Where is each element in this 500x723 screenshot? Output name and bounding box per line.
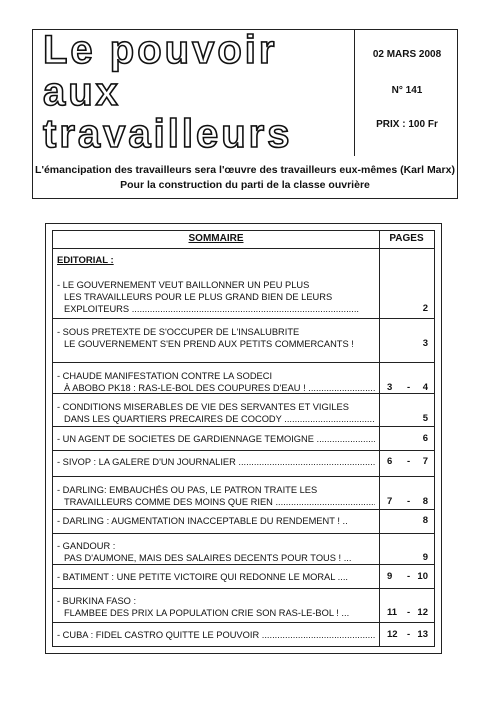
toc-entry-line: - DARLING : AUGMENTATION INACCEPTABLE DU RENDEMENT ! .. (57, 516, 348, 526)
issue-date: 02 MARS 2008 (372, 49, 442, 60)
sommaire-heading: SOMMAIRE (188, 233, 244, 244)
editorial-label: EDITORIAL : (57, 255, 114, 266)
entry-separator (53, 362, 434, 363)
page-start: 9 (387, 571, 393, 582)
toc-entry (57, 571, 375, 583)
page-end: 7 (422, 456, 428, 467)
toc-entry-line: À ABOBO PK18 : RAS-LE-BOL DES COUPURES D'EAU ! ..... (57, 382, 375, 394)
issue-info (355, 30, 459, 156)
page-range-dash: - (407, 629, 411, 640)
entry-separator (53, 426, 434, 427)
toc-entry (57, 595, 375, 619)
page-range-dash: - (407, 607, 411, 618)
toc-entry-line: - BATIMENT : UNE PETITE VICTOIRE QUI REDONNE LE MORAL .... (57, 572, 348, 582)
issue-number: N° 141 (391, 85, 423, 96)
page-end: 6 (422, 433, 428, 444)
motto-line-1: L'émancipation des travailleurs sera l'œuvre des travailleurs eux-mêmes (Karl Marx) (35, 164, 455, 176)
page-range-dash: - (407, 382, 411, 393)
toc-entry-line: - DARLING: EMBAUCHÉS OU PAS, LE PATRON TRAITE LES (57, 485, 318, 495)
toc-entry-line: - LE GOUVERNEMENT VEUT BAILLONNER UN PEU PLUS (57, 280, 310, 290)
page-start: 3 (387, 382, 393, 393)
toc-entry (57, 456, 375, 468)
masthead (32, 29, 458, 199)
toc-entry (57, 401, 375, 425)
header-rule (53, 248, 434, 249)
entry-separator (53, 588, 434, 589)
page-start: 11 (387, 607, 398, 618)
page-end: 3 (422, 338, 428, 349)
toc-entry-line: TRAVAILLEURS COMME DES MOINS QUE RIEN ..... (57, 496, 375, 508)
toc-entry-line: - GANDOUR : (57, 541, 116, 551)
toc-entry (57, 279, 375, 315)
toc-entry-line: - BURKINA FASO : (57, 596, 137, 606)
toc-entry-line: - SIVOP : LA GALERE D'UN JOURNALIER ..... (57, 456, 375, 468)
toc-entry-line: LE GOUVERNEMENT S'EN PREND AUX PETITS COMMERCANTS ! (64, 339, 354, 349)
toc-entry (57, 433, 375, 445)
toc-entry-line: - CONDITIONS MISERABLES DE VIE DES SERVANTES ET VIGILES (57, 402, 349, 412)
toc-entry (57, 326, 375, 350)
motto (33, 163, 457, 193)
toc-entry-line: - UN AGENT DE SOCIETES DE GARDIENNAGE TEMOIGNE ..... (57, 433, 375, 445)
toc-entry (57, 629, 375, 641)
toc-entry-line: LES TRAVAILLEURS POUR LE PLUS GRAND BIEN DE LEURS (64, 292, 333, 302)
page-range-dash: - (407, 571, 411, 582)
page-end: 12 (417, 607, 428, 618)
page-start: 7 (387, 496, 393, 507)
pages-heading: PAGES (389, 233, 424, 244)
toc-entry (57, 540, 375, 564)
title-line-2: aux (43, 70, 121, 114)
pages-column-divider (379, 231, 380, 646)
page-end: 2 (422, 303, 428, 314)
toc-entry-line: EXPLOITEURS ..... (57, 303, 375, 315)
page-range-dash: - (407, 456, 411, 467)
page-start: 12 (387, 629, 398, 640)
toc-entry-line: - SOUS PRETEXTE DE S'OCCUPER DE L'INSALUBRITE (57, 327, 300, 337)
page-range-dash: - (407, 496, 411, 507)
table-of-contents (45, 223, 442, 654)
issue-price: PRIX : 100 Fr (376, 119, 438, 130)
toc-entry-line: - CHAUDE MANIFESTATION CONTRE LA SODECI (57, 371, 273, 381)
toc-entry-line: PAS D'AUMONE, MAIS DES SALAIRES DECENTS POUR TOUS ! ... (64, 553, 352, 563)
toc-entry (57, 484, 375, 508)
entry-separator (53, 564, 434, 565)
title-line-1: Le pouvoir (43, 28, 278, 72)
newspaper-title (33, 30, 355, 156)
page-end: 10 (417, 571, 428, 582)
page-end: 13 (417, 629, 428, 640)
entry-separator (53, 318, 434, 319)
toc-entry-line: FLAMBEE DES PRIX LA POPULATION CRIE SON RAS-LE-BOL ! ... (64, 608, 350, 618)
toc-inner-frame (52, 230, 435, 647)
toc-entry (57, 370, 375, 394)
toc-entry-line: DANS LES QUARTIERS PRECAIRES DE COCODY ..... (57, 413, 375, 425)
page-end: 4 (422, 382, 428, 393)
motto-line-2: Pour la construction du parti de la classe ouvrière (120, 179, 370, 191)
entry-separator (53, 622, 434, 623)
page-end: 5 (422, 413, 428, 424)
entry-separator (53, 509, 434, 510)
entry-separator (53, 533, 434, 534)
toc-entry-line: - CUBA : FIDEL CASTRO QUITTE LE POUVOIR ..... (57, 629, 375, 641)
entry-separator (53, 450, 434, 451)
title-line-3: travailleurs (43, 112, 293, 156)
entry-separator (53, 393, 434, 394)
page-end: 8 (422, 515, 428, 526)
page-end: 8 (422, 496, 428, 507)
page-end: 9 (422, 552, 428, 563)
page-start: 6 (387, 456, 393, 467)
entry-separator (53, 476, 434, 477)
toc-entry (57, 515, 375, 527)
